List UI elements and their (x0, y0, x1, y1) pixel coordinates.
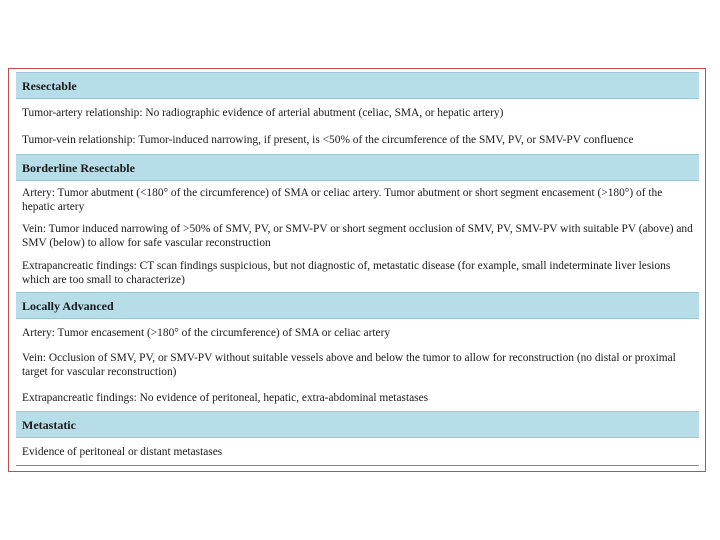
row-text: Tumor-artery relationship: No radiographic evidence of arterial abutment (celiac, SMA, or hepatic artery) (22, 106, 504, 119)
section-header-borderline-resectable: Borderline Resectable (16, 154, 699, 181)
table-row (16, 319, 699, 346)
row-text: Artery: Tumor encasement (>180° of the circumference) of SMA or celiac artery (22, 326, 391, 339)
row-text: Artery: Tumor abutment (<180° of the circumference) of SMA or celiac artery. Tumor abutment or short segment encasement (>180°) of the hepatic artery (22, 186, 663, 213)
table-row (16, 254, 699, 292)
table-row (16, 218, 699, 254)
table-row (16, 126, 699, 154)
table-row (16, 181, 699, 218)
row-text: Vein: Occlusion of SMV, PV, or SMV-PV without suitable vessels above and below the tumor to allow for reconstruction (no distal or proximal target for vascular reconstruction) (22, 352, 676, 378)
table-row (16, 99, 699, 126)
table-row (16, 438, 699, 465)
table-row (16, 346, 699, 384)
section-header-metastatic: Metastatic (16, 411, 699, 438)
criteria-table (16, 70, 699, 466)
row-text: Vein: Tumor induced narrowing of >50% of SMV, PV, or SMV-PV or short segment occlusion of SMV, PV, SMV-PV with suitable PV (above) and SMV (below) to allow for safe vascular reconstruction (22, 223, 693, 249)
row-text: Tumor-vein relationship: Tumor-induced narrowing, if present, is <50% of the circumference of the SMV, PV, or SMV-PV confluence (22, 134, 634, 146)
section-header-resectable: Resectable (16, 72, 699, 99)
row-text: Extrapancreatic findings: CT scan findings suspicious, but not diagnostic of, metastatic disease (for example, small indeterminate liver lesions which are too small to characterize) (22, 260, 671, 286)
table-row (16, 384, 699, 411)
table-bottom-border (16, 465, 699, 466)
section-header-locally-advanced: Locally Advanced (16, 292, 699, 319)
row-text: Extrapancreatic findings: No evidence of peritoneal, hepatic, extra-abdominal metastases (22, 391, 429, 404)
criteria-table-frame (8, 68, 706, 472)
row-text: Evidence of peritoneal or distant metastases (22, 445, 223, 458)
